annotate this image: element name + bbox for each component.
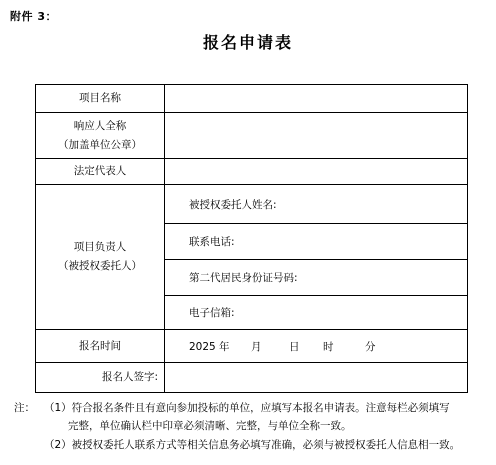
row-signature [36, 363, 468, 393]
row-project-name [36, 85, 468, 113]
time-day: 日 [289, 340, 300, 353]
respondent-label-line2: （加盖单位公章） [58, 138, 142, 151]
agent-name-field[interactable]: 被授权委托人姓名: [165, 185, 468, 224]
note-item2: （2）被授权委托人联系方式等相关信息务必填写准确，必须与被授权委托人信息相一致。 [44, 439, 461, 451]
signature-field[interactable] [165, 363, 468, 393]
note-prefix: 注： [14, 402, 35, 414]
project-name-label: 项目名称 [36, 85, 165, 113]
time-hour: 时 [323, 340, 334, 353]
project-leader-label [36, 185, 165, 330]
form-title: 报名申请表 [202, 33, 293, 52]
row-legal-rep [36, 159, 468, 185]
time-month: 月 [251, 340, 262, 353]
row-respondent [36, 113, 468, 159]
respondent-label-line1: 响应人全称 [73, 119, 127, 132]
project-leader-label-line1: 项目负责人 [73, 241, 127, 253]
time-year: 2025 年 [189, 340, 230, 353]
respondent-label [36, 113, 165, 159]
row-time [36, 330, 468, 363]
registration-table [35, 84, 468, 393]
phone-field[interactable]: 联系电话: [165, 224, 468, 260]
time-minute: 分 [365, 340, 376, 353]
note-item1-line1: （1）符合报名条件且有意向参加投标的单位，应填写本报名申请表。注意每栏必须填写 [44, 402, 450, 414]
project-leader-label-line2: （被授权委托人） [58, 260, 142, 272]
legal-rep-field[interactable] [165, 159, 468, 185]
time-label: 报名时间 [36, 330, 165, 363]
email-field[interactable]: 电子信箱: [165, 296, 468, 330]
note-item1-line2: 完整，单位确认栏中印章必须清晰、完整，与单位全称一致。 [68, 420, 352, 432]
project-name-field[interactable] [165, 85, 468, 113]
respondent-field[interactable] [165, 113, 468, 159]
legal-rep-label: 法定代表人 [36, 159, 165, 185]
attachment-label: 附件 3： [10, 10, 57, 23]
id-number-field[interactable]: 第二代居民身份证号码: [165, 260, 468, 296]
signature-label: 报名人签字: [36, 363, 165, 393]
row-agent-name [36, 185, 468, 224]
time-field[interactable] [165, 330, 468, 363]
